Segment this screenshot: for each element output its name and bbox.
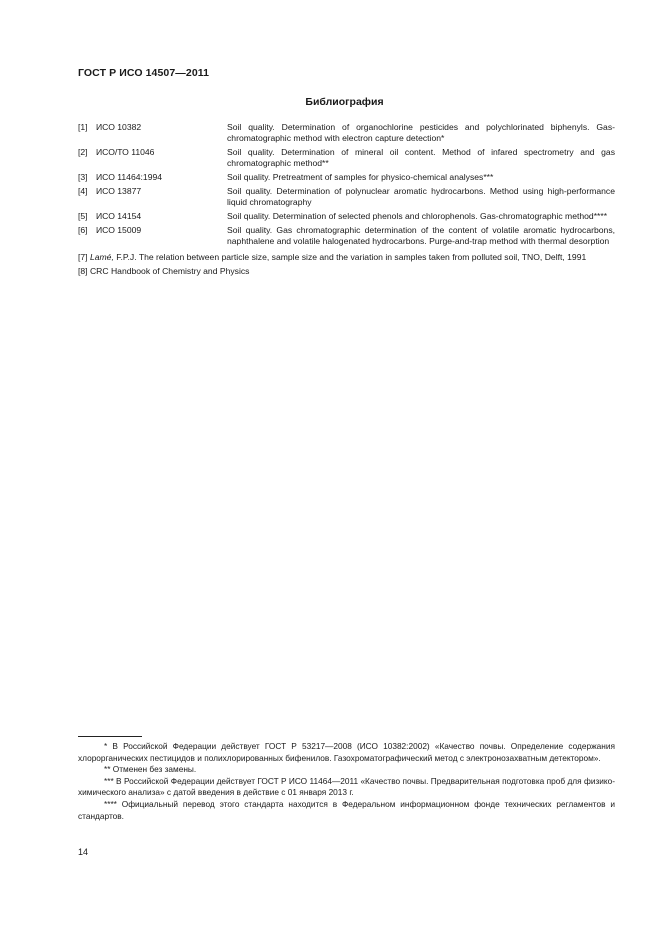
bibliography-title: Soil quality. Gas chromatographic determination of the content of volatile aromatic hydrocarbons, naphthalene and volatile halogenated hydrocarbons. Purge-and-trap method with thermal desorption (227, 224, 615, 246)
bibliography-list (78, 122, 615, 280)
section-title: Библиография (305, 96, 384, 108)
bibliography-title: Soil quality. Determination of mineral oil content. Method of infared spectrometry and gas chromatographic method** (227, 147, 615, 169)
bibliography-number: [8] (78, 265, 88, 276)
footnote-divider (78, 736, 142, 737)
bibliography-code: ИСО/ТО 11046 (96, 147, 155, 157)
bibliography-text: F.P.J. The relation between particle size, sample size and the variation in samples taken from polluted soil, TNO, Delft, 1991 (116, 252, 587, 262)
bibliography-number: [1] (78, 122, 88, 132)
bibliography-number: [4] (78, 185, 88, 196)
bibliography-number: [5] (78, 210, 88, 221)
bibliography-number: [2] (78, 147, 88, 157)
bibliography-number: [6] (78, 224, 88, 235)
bibliography-author: Lamé, (89, 252, 114, 262)
bibliography-code: ИСО 15009 (96, 224, 142, 235)
footnote: **** Официальный перевод этого стандарта находится в Федеральном информационном фонде технических регламентов и стандартов. (78, 798, 615, 821)
footnote: *** В Российской Федерации действует ГОСТ Р ИСО 11464—2011 «Качество почвы. Предварительная подготовка проб для физико-химического анализа» с датой введения в действие с 01 января 2013 г. (78, 775, 615, 798)
bibliography-code: ИСО 11464:1994 (96, 172, 163, 182)
bibliography-item-8 (78, 266, 615, 277)
bibliography-item (78, 172, 615, 183)
footnote: * В Российской Федерации действует ГОСТ Р 53217—2008 (ИСО 10382:2002) «Качество почвы. Определение содержания хлорорганических пестицидов и полихлорированных бифенилов. Газохроматографический метод с электронозахватным детектором». (78, 741, 615, 763)
bibliography-number: [7] (78, 252, 88, 262)
bibliography-item (78, 122, 615, 144)
footnotes (78, 741, 615, 822)
bibliography-code: ИСО 13877 (96, 185, 142, 196)
bibliography-item (78, 147, 615, 169)
bibliography-title: Soil quality. Pretreatment of samples for physico-chemical analyses*** (227, 172, 494, 182)
footnote: ** Отменен без замены. (104, 764, 197, 775)
bibliography-item (78, 186, 615, 208)
bibliography-item (78, 211, 615, 222)
bibliography-title: Soil quality. Determination of polynuclear aromatic hydrocarbons. Method using high-performance liquid chromatography (227, 185, 615, 207)
bibliography-item (78, 225, 615, 247)
page-number: 14 (78, 847, 89, 857)
bibliography-number: [3] (78, 172, 88, 182)
bibliography-title: Soil quality. Determination of selected phenols and chlorophenols. Gas-chromatographic method**** (227, 210, 608, 221)
document-header: ГОСТ Р ИСО 14507—2011 (78, 67, 210, 79)
bibliography-title: Soil quality. Determination of organochlorine pesticides and polychlorinated biphenyls. Gas-chromatographic method with electron capture detection* (227, 122, 615, 144)
bibliography-text: CRC Handbook of Chemistry and Physics (89, 265, 250, 276)
bibliography-code: ИСО 10382 (96, 122, 142, 132)
bibliography-item-7 (78, 252, 615, 263)
bibliography-code: ИСО 14154 (96, 210, 142, 221)
